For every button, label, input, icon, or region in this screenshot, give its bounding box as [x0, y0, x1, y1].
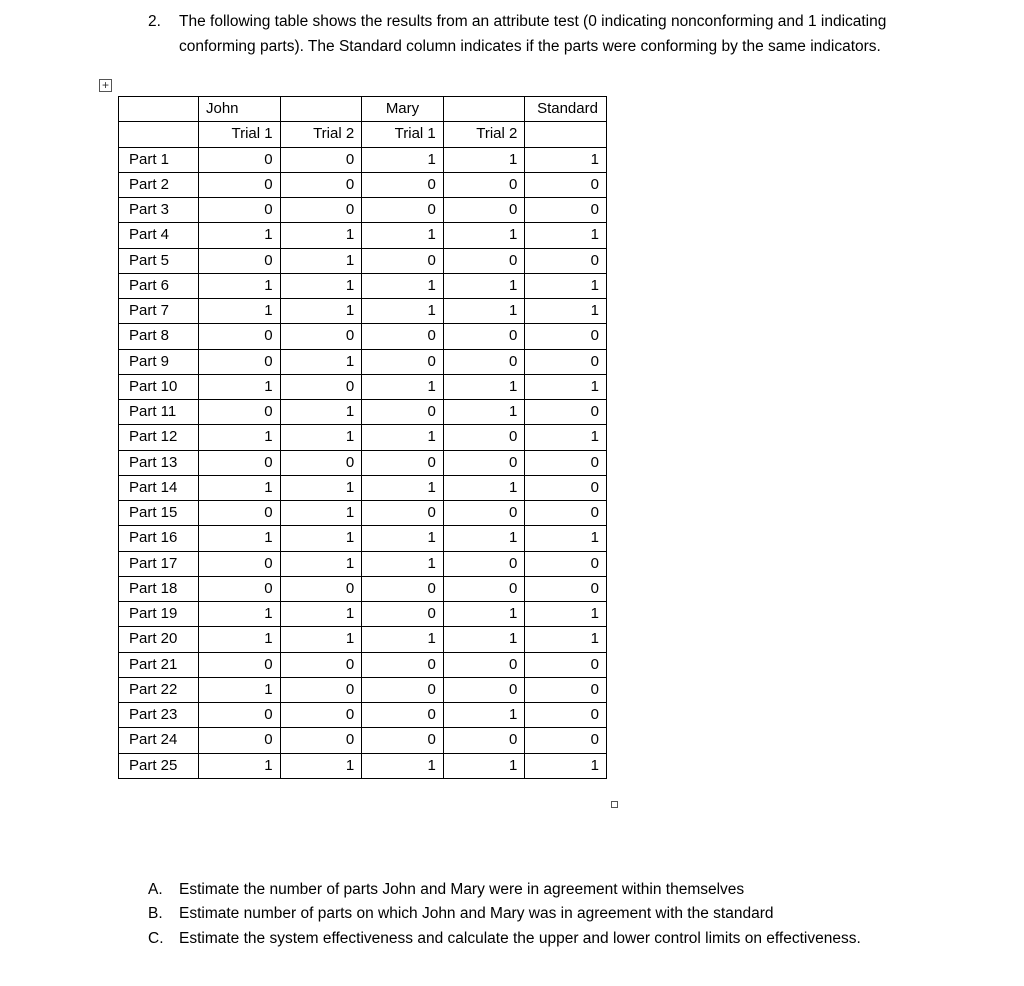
- john-trial-2-cell: 1: [280, 425, 362, 450]
- john-trial-1-cell: 1: [199, 753, 281, 778]
- standard-cell: 0: [525, 475, 607, 500]
- mary-trial-2-cell: 0: [443, 248, 525, 273]
- question-paragraph: [148, 10, 928, 59]
- table-row: [119, 425, 607, 450]
- header-blank-cell: [119, 122, 199, 147]
- part-label-cell: Part 18: [119, 576, 199, 601]
- john-trial-2-cell: 0: [280, 147, 362, 172]
- part-label-cell: Part 12: [119, 425, 199, 450]
- john-trial-1-cell: 0: [199, 172, 281, 197]
- standard-cell: 1: [525, 627, 607, 652]
- header-standard: Standard: [525, 97, 607, 122]
- mary-trial-2-cell: 1: [443, 526, 525, 551]
- standard-cell: 0: [525, 576, 607, 601]
- move-cross-icon[interactable]: +: [99, 79, 112, 92]
- mary-trial-1-cell: 0: [362, 198, 444, 223]
- table-row: [119, 450, 607, 475]
- standard-cell: 1: [525, 753, 607, 778]
- mary-trial-1-cell: 0: [362, 602, 444, 627]
- table-row: [119, 526, 607, 551]
- mary-trial-1-cell: 0: [362, 576, 444, 601]
- table-row: [119, 198, 607, 223]
- john-trial-2-cell: 1: [280, 299, 362, 324]
- mary-trial-2-cell: 1: [443, 299, 525, 324]
- john-trial-1-cell: 0: [199, 551, 281, 576]
- header-blank-cell: [119, 97, 199, 122]
- mary-trial-1-cell: 0: [362, 703, 444, 728]
- task-text: Estimate the number of parts John and Mary were in agreement within themselves: [179, 881, 745, 898]
- mary-trial-1-cell: 0: [362, 501, 444, 526]
- john-trial-1-cell: 1: [199, 273, 281, 298]
- john-trial-1-cell: 1: [199, 677, 281, 702]
- mary-trial-1-cell: 1: [362, 374, 444, 399]
- part-label-cell: Part 6: [119, 273, 199, 298]
- part-label-cell: Part 9: [119, 349, 199, 374]
- table-row: [119, 248, 607, 273]
- part-label-cell: Part 3: [119, 198, 199, 223]
- part-label-cell: Part 14: [119, 475, 199, 500]
- part-label-cell: Part 19: [119, 602, 199, 627]
- john-trial-1-cell: 1: [199, 299, 281, 324]
- mary-trial-1-cell: 1: [362, 147, 444, 172]
- john-trial-2-cell: 1: [280, 526, 362, 551]
- john-trial-1-cell: 0: [199, 703, 281, 728]
- mary-trial-1-cell: 0: [362, 652, 444, 677]
- mary-trial-1-cell: 1: [362, 475, 444, 500]
- john-trial-1-cell: 0: [199, 147, 281, 172]
- part-label-cell: Part 25: [119, 753, 199, 778]
- part-label-cell: Part 10: [119, 374, 199, 399]
- standard-cell: 0: [525, 450, 607, 475]
- mary-trial-2-cell: 1: [443, 627, 525, 652]
- mary-trial-1-cell: 1: [362, 273, 444, 298]
- mary-trial-2-cell: 0: [443, 349, 525, 374]
- john-trial-2-cell: 1: [280, 475, 362, 500]
- mary-trial-2-cell: 1: [443, 703, 525, 728]
- task-list: [148, 878, 908, 951]
- mary-trial-1-cell: 1: [362, 551, 444, 576]
- table-row: [119, 703, 607, 728]
- header-mary-trial-1: Trial 1: [362, 122, 444, 147]
- standard-cell: 0: [525, 728, 607, 753]
- john-trial-2-cell: 0: [280, 728, 362, 753]
- john-trial-2-cell: 0: [280, 324, 362, 349]
- task-letter: B.: [148, 905, 163, 923]
- part-label-cell: Part 21: [119, 652, 199, 677]
- task-letter: C.: [148, 929, 164, 947]
- header-row-groups: [119, 97, 607, 122]
- mary-trial-1-cell: 0: [362, 172, 444, 197]
- standard-cell: 0: [525, 677, 607, 702]
- table-row: [119, 374, 607, 399]
- mary-trial-1-cell: 0: [362, 324, 444, 349]
- standard-cell: 1: [525, 223, 607, 248]
- mary-trial-2-cell: 1: [443, 475, 525, 500]
- mary-trial-2-cell: 0: [443, 728, 525, 753]
- mary-trial-1-cell: 1: [362, 299, 444, 324]
- john-trial-2-cell: 0: [280, 703, 362, 728]
- standard-cell: 0: [525, 248, 607, 273]
- standard-cell: 0: [525, 652, 607, 677]
- mary-trial-2-cell: 0: [443, 172, 525, 197]
- part-label-cell: Part 13: [119, 450, 199, 475]
- standard-cell: 1: [525, 602, 607, 627]
- john-trial-2-cell: 1: [280, 273, 362, 298]
- mary-trial-2-cell: 0: [443, 501, 525, 526]
- john-trial-1-cell: 0: [199, 652, 281, 677]
- standard-cell: 1: [525, 147, 607, 172]
- table-row: [119, 172, 607, 197]
- john-trial-1-cell: 1: [199, 223, 281, 248]
- table-row: [119, 602, 607, 627]
- john-trial-2-cell: 0: [280, 450, 362, 475]
- john-trial-2-cell: 1: [280, 753, 362, 778]
- mary-trial-2-cell: 0: [443, 450, 525, 475]
- task-letter: A.: [148, 881, 163, 898]
- question-number: 2.: [148, 13, 161, 30]
- table-row: [119, 324, 607, 349]
- john-trial-2-cell: 1: [280, 501, 362, 526]
- table-row: [119, 400, 607, 425]
- table-row: [119, 501, 607, 526]
- attribute-test-table: [118, 96, 607, 779]
- john-trial-2-cell: 1: [280, 602, 362, 627]
- table-row: [119, 147, 607, 172]
- part-label-cell: Part 16: [119, 526, 199, 551]
- part-label-cell: Part 7: [119, 299, 199, 324]
- mary-trial-1-cell: 0: [362, 728, 444, 753]
- mary-trial-2-cell: 0: [443, 425, 525, 450]
- mary-trial-2-cell: 0: [443, 652, 525, 677]
- mary-trial-2-cell: 1: [443, 374, 525, 399]
- john-trial-2-cell: 1: [280, 400, 362, 425]
- mary-trial-1-cell: 0: [362, 677, 444, 702]
- john-trial-1-cell: 1: [199, 374, 281, 399]
- standard-cell: 0: [525, 198, 607, 223]
- header-row-trials: [119, 122, 607, 147]
- task-item: [148, 927, 908, 951]
- john-trial-1-cell: 1: [199, 627, 281, 652]
- part-label-cell: Part 1: [119, 147, 199, 172]
- john-trial-1-cell: 1: [199, 425, 281, 450]
- mary-trial-2-cell: 0: [443, 551, 525, 576]
- standard-cell: 0: [525, 349, 607, 374]
- john-trial-1-cell: 0: [199, 450, 281, 475]
- header-blank-cell: [280, 97, 362, 122]
- part-label-cell: Part 22: [119, 677, 199, 702]
- john-trial-1-cell: 0: [199, 728, 281, 753]
- part-label-cell: Part 17: [119, 551, 199, 576]
- john-trial-2-cell: 1: [280, 551, 362, 576]
- task-item: [148, 902, 908, 926]
- standard-cell: 0: [525, 551, 607, 576]
- mary-trial-1-cell: 1: [362, 223, 444, 248]
- standard-cell: 1: [525, 374, 607, 399]
- john-trial-1-cell: 0: [199, 324, 281, 349]
- part-label-cell: Part 23: [119, 703, 199, 728]
- john-trial-2-cell: 0: [280, 576, 362, 601]
- header-blank-cell: [525, 122, 607, 147]
- john-trial-2-cell: 0: [280, 374, 362, 399]
- mary-trial-2-cell: 1: [443, 602, 525, 627]
- table-row: [119, 273, 607, 298]
- part-label-cell: Part 8: [119, 324, 199, 349]
- table-row: [119, 299, 607, 324]
- john-trial-1-cell: 1: [199, 475, 281, 500]
- part-label-cell: Part 15: [119, 501, 199, 526]
- standard-cell: 0: [525, 400, 607, 425]
- header-john-trial-2: Trial 2: [280, 122, 362, 147]
- standard-cell: 0: [525, 501, 607, 526]
- table-row: [119, 677, 607, 702]
- mary-trial-2-cell: 1: [443, 400, 525, 425]
- table-row: [119, 223, 607, 248]
- john-trial-1-cell: 0: [199, 501, 281, 526]
- mary-trial-1-cell: 0: [362, 248, 444, 273]
- table-row: [119, 728, 607, 753]
- task-text: Estimate number of parts on which John and Mary was in agreement with the standard: [179, 905, 774, 923]
- mary-trial-1-cell: 0: [362, 349, 444, 374]
- header-john-trial-1: Trial 1: [199, 122, 281, 147]
- mary-trial-1-cell: 1: [362, 627, 444, 652]
- header-mary-trial-2: Trial 2: [443, 122, 525, 147]
- john-trial-2-cell: 0: [280, 652, 362, 677]
- john-trial-2-cell: 1: [280, 223, 362, 248]
- table-row: [119, 753, 607, 778]
- standard-cell: 1: [525, 526, 607, 551]
- john-trial-1-cell: 0: [199, 400, 281, 425]
- part-label-cell: Part 20: [119, 627, 199, 652]
- mary-trial-2-cell: 0: [443, 324, 525, 349]
- question-text: The following table shows the results from an attribute test (0 indicating nonconforming and 1 indicating conforming parts). The Standard column indicates if the parts were conforming by the same indicators.: [179, 13, 887, 55]
- mary-trial-1-cell: 1: [362, 753, 444, 778]
- mary-trial-2-cell: 1: [443, 273, 525, 298]
- john-trial-1-cell: 0: [199, 576, 281, 601]
- mary-trial-2-cell: 0: [443, 198, 525, 223]
- standard-cell: 0: [525, 703, 607, 728]
- mary-trial-1-cell: 1: [362, 526, 444, 551]
- table-row: [119, 551, 607, 576]
- mary-trial-2-cell: 0: [443, 576, 525, 601]
- table-row: [119, 627, 607, 652]
- john-trial-1-cell: 1: [199, 526, 281, 551]
- part-label-cell: Part 2: [119, 172, 199, 197]
- john-trial-2-cell: 1: [280, 627, 362, 652]
- john-trial-2-cell: 1: [280, 349, 362, 374]
- header-blank-cell: [443, 97, 525, 122]
- standard-cell: 0: [525, 172, 607, 197]
- part-label-cell: Part 24: [119, 728, 199, 753]
- john-trial-1-cell: 0: [199, 349, 281, 374]
- mary-trial-1-cell: 0: [362, 450, 444, 475]
- john-trial-1-cell: 0: [199, 248, 281, 273]
- john-trial-1-cell: 0: [199, 198, 281, 223]
- john-trial-2-cell: 1: [280, 248, 362, 273]
- table-row: [119, 576, 607, 601]
- part-label-cell: Part 11: [119, 400, 199, 425]
- john-trial-2-cell: 0: [280, 172, 362, 197]
- task-text: Estimate the system effectiveness and calculate the upper and lower control limits on effectiveness.: [179, 929, 861, 947]
- part-label-cell: Part 4: [119, 223, 199, 248]
- mary-trial-1-cell: 1: [362, 425, 444, 450]
- mary-trial-2-cell: 1: [443, 147, 525, 172]
- mary-trial-2-cell: 1: [443, 223, 525, 248]
- standard-cell: 1: [525, 299, 607, 324]
- john-trial-2-cell: 0: [280, 198, 362, 223]
- part-label-cell: Part 5: [119, 248, 199, 273]
- task-item: [148, 878, 908, 902]
- standard-cell: 1: [525, 425, 607, 450]
- standard-cell: 1: [525, 273, 607, 298]
- table-row: [119, 349, 607, 374]
- standard-cell: 0: [525, 324, 607, 349]
- mary-trial-2-cell: 1: [443, 753, 525, 778]
- resize-square-icon[interactable]: [611, 801, 618, 808]
- header-mary: Mary: [362, 97, 444, 122]
- table-row: [119, 652, 607, 677]
- header-john: John: [199, 97, 281, 122]
- table-row: [119, 475, 607, 500]
- john-trial-1-cell: 1: [199, 602, 281, 627]
- mary-trial-1-cell: 0: [362, 400, 444, 425]
- john-trial-2-cell: 0: [280, 677, 362, 702]
- mary-trial-2-cell: 0: [443, 677, 525, 702]
